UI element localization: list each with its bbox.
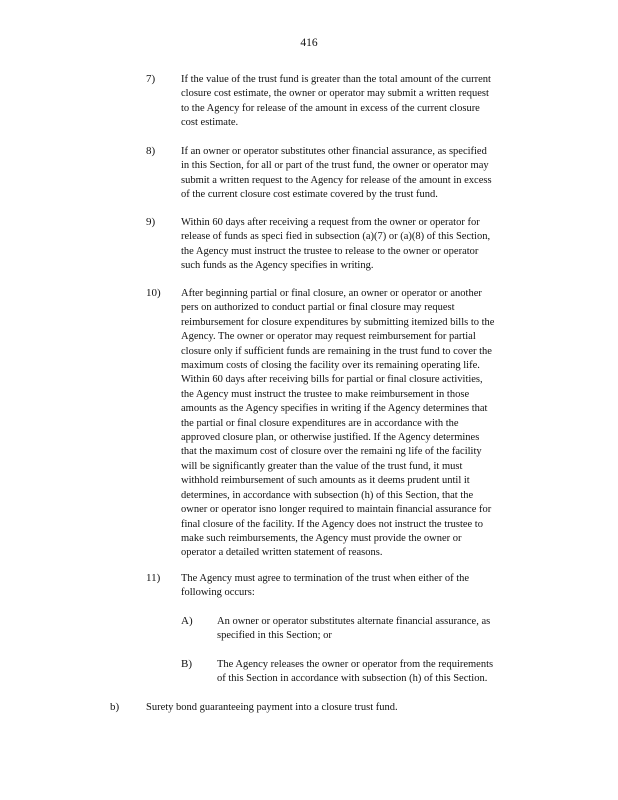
section-b-text [146,701,546,715]
item-8-label: 8) [146,145,156,157]
text-line: maximum costs of closing the facility over its remaining operating life. [181,360,480,372]
page-number: 416 [300,37,318,49]
subitem-b-label: B) [181,658,192,670]
text-line: specified in this Section; or [217,630,332,642]
text-line: submit a written request to the Agency for release of the amount in excess [181,174,492,186]
text-line: the Agency must instruct the trustee to make reimbursement in those [181,388,470,400]
text-line: approved closure plan, or otherwise justified. If the Agency determines [181,432,480,444]
text-line: closure cost estimate, the owner or operator may submit a written request [181,88,489,100]
text-line: closure only if sufficient funds are remaining in the trust fund to cover the [181,345,492,357]
item-10-text [181,287,543,561]
text-line: operator a detailed written statement of reasons. [181,547,383,559]
text-line: in this Section, for all or part of the trust fund, the owner or operator may [181,160,489,172]
subitem-b-text [217,658,537,687]
subitem-a-text [217,615,537,644]
item-8-text [181,145,541,203]
item-7-text [181,73,541,131]
text-line: The Agency releases the owner or operator from the requirements [217,659,494,670]
text-line: The Agency must agree to termination of the trust when either of the [181,573,470,584]
text-line: If an owner or operator substitutes other financial assurance, as specified [181,146,487,157]
text-line: make such reimbursements, the Agency must provide the owner or [181,532,462,544]
item-11-label: 11) [146,572,161,584]
text-line: owner or operator isno longer required to maintain financial assurance for [181,504,492,516]
text-line: determines, in accordance with subsection (h) of this Section, that the [181,489,474,501]
text-line: will be significantly greater than the value of the trust fund, it must [181,460,463,472]
text-line: to the Agency for release of the amount in excess of the current closure [181,102,480,114]
text-line: If the value of the trust fund is greater than the total amount of the current [181,74,491,85]
text-line: of the current closure cost estimate covered by the trust fund. [181,189,438,201]
subitem-a-label: A) [181,615,193,627]
text-line: such funds as the Agency specifies in writing. [181,260,374,272]
text-line: release of funds as speci fied in subsection (a)(7) or (a)(8) of this Section, [181,231,491,243]
section-b-label: b) [110,701,120,713]
item-9-text [181,216,541,274]
text-line: After beginning partial or final closure, an owner or operator or another [181,288,482,299]
text-line: of this Section in accordance with subsection (h) of this Section. [217,673,488,685]
item-10-label: 10) [146,287,161,299]
text-line: Within 60 days after receiving bills for partial or final closure activities, [181,374,483,386]
text-line: pers on authorized to conduct partial or final closure may request [181,302,455,314]
item-7-label: 7) [146,73,156,85]
text-line: following occurs: [181,587,255,599]
text-line: Agency. The owner or operator may request reimbursement for partial [181,331,476,343]
text-line: An owner or operator substitutes alternate financial assurance, as [217,616,491,627]
text-line: that the maximum cost of closure over the remaini ng life of the facility [181,446,482,458]
item-9-label: 9) [146,216,156,228]
text-line: withhold reimbursement of such amounts as it deems prudent until it [181,475,470,487]
text-line: reimbursement for closure expenditures by submitting itemized bills to the [181,316,495,328]
text-line: the partial or final closure expenditures are in accordance with the [181,417,459,429]
text-line: Within 60 days after receiving a request from the owner or operator for [181,217,480,228]
text-line: final closure of the facility. If the Agency does not instruct the trustee to [181,518,483,530]
text-line: cost estimate. [181,117,239,129]
text-line: amounts as the Agency specifies in writing if the Agency determines that [181,403,488,415]
text-line: Surety bond guaranteeing payment into a closure trust fund. [146,702,398,713]
item-11-text [181,572,541,601]
text-line: the Agency must instruct the trustee to release to the owner or operator [181,245,479,257]
